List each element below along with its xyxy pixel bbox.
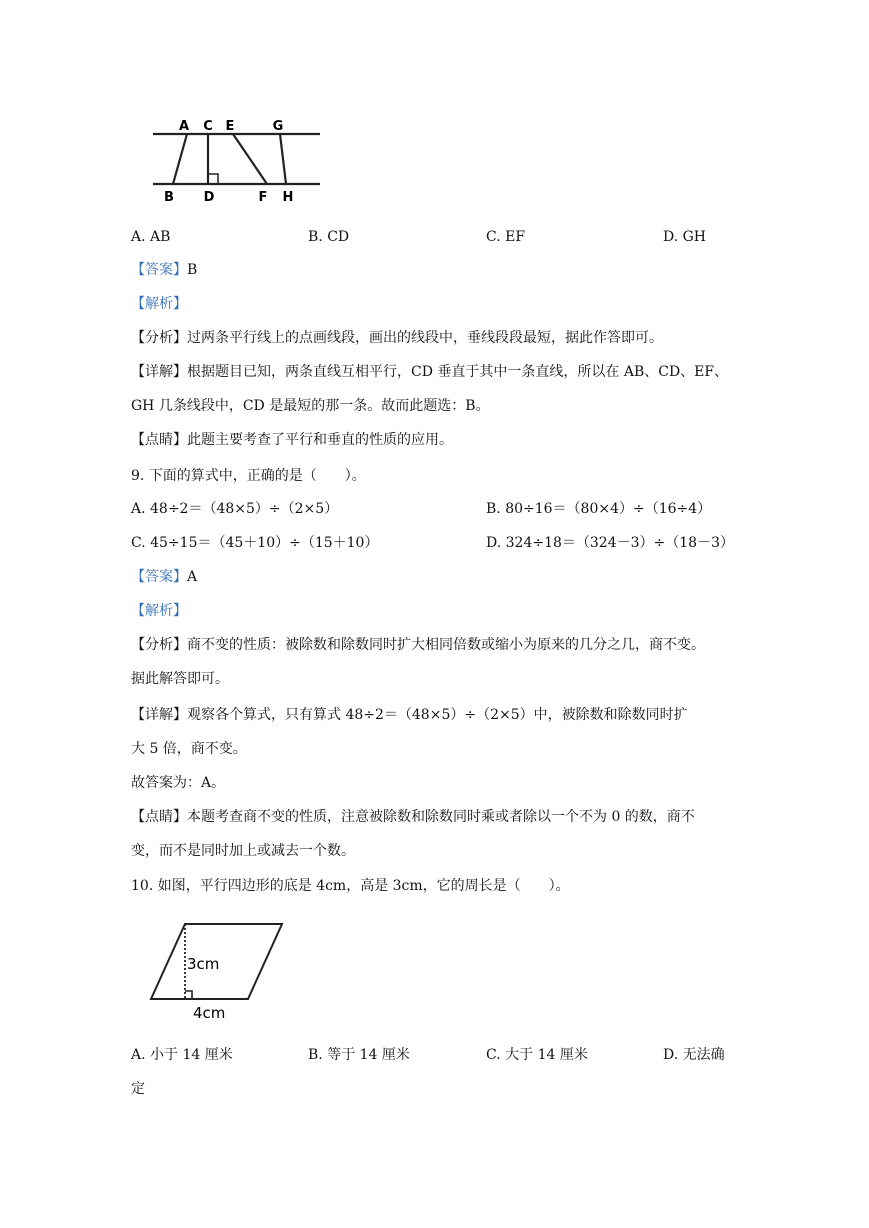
- label-c: C: [203, 119, 213, 134]
- q9-analysis-tag: 【解析】: [131, 603, 187, 619]
- parallel-lines-figure: [145, 112, 330, 204]
- label-b: B: [164, 190, 174, 204]
- q8-xiangjie-line1: 【详解】根据题目已知，两条直线互相平行，CD 垂直于其中一条直线，所以在 AB、CD、EF、: [131, 364, 729, 380]
- q10-stem: 10. 如图，平行四边形的底是 4cm，高是 3cm，它的周长是（ ）。: [131, 878, 570, 894]
- q10-option-b: B. 等于 14 厘米: [308, 1047, 410, 1063]
- q10-option-d: D. 无法确: [663, 1047, 725, 1063]
- q8-option-a: A. AB: [131, 229, 171, 245]
- label-d: D: [203, 190, 215, 204]
- label-a: A: [178, 119, 190, 134]
- q9-option-b: B. 80÷16＝（80×4）÷（16÷4）: [486, 501, 712, 517]
- q10-option-a: A. 小于 14 厘米: [131, 1047, 233, 1063]
- segment-ef: [233, 134, 267, 184]
- base-label: 4cm: [193, 1004, 226, 1022]
- q8-option-b: B. CD: [308, 229, 350, 245]
- label-e: E: [225, 119, 235, 134]
- answer-tag: 【答案】: [131, 262, 187, 278]
- q8-option-c: C. EF: [486, 229, 526, 245]
- q9-xiangjie-line2: 大 5 倍，商不变。: [131, 741, 247, 757]
- q9-xiangjie-line1: 【详解】观察各个算式，只有算式 48÷2＝（48×5）÷（2×5）中，被除数和除数同时扩: [131, 707, 688, 723]
- q9-conclusion: 故答案为：A。: [131, 775, 226, 791]
- label-f: F: [258, 190, 268, 204]
- q8-option-d: D. GH: [663, 229, 707, 245]
- q9-fenxi-line1: 【分析】商不变的性质：被除数和除数同时扩大相同倍数或缩小为原来的几分之几，商不变。: [131, 637, 705, 653]
- q9-option-c: C. 45÷15＝（45＋10）÷（15＋10）: [131, 535, 379, 551]
- q8-fenxi: 【分析】过两条平行线上的点画线段，画出的线段中，垂线段段最短，据此作答即可。: [131, 330, 663, 346]
- right-angle-mark: [185, 991, 192, 999]
- q8-analysis-tag: 【解析】: [131, 296, 187, 312]
- q10-option-d-wrap: 定: [131, 1081, 145, 1097]
- segment-ab: [173, 134, 187, 184]
- q8-answer: 【答案】B: [131, 262, 198, 278]
- segment-gh: [280, 134, 286, 184]
- right-angle-mark: [208, 174, 218, 184]
- height-label: 3cm: [187, 955, 220, 973]
- q9-dianjing-line2: 变，而不是同时加上或减去一个数。: [131, 843, 355, 859]
- q9-fenxi-line2: 据此解答即可。: [131, 671, 229, 687]
- q8-xiangjie-line2: GH 几条线段中，CD 是最短的那一条。故而此题选：B。: [131, 398, 490, 414]
- q9-option-a: A. 48÷2＝（48×5）÷（2×5）: [131, 501, 339, 517]
- q9-answer: 【答案】A: [131, 569, 198, 585]
- label-g: G: [272, 119, 284, 134]
- q9-stem: 9. 下面的算式中，正确的是（ ）。: [131, 468, 366, 484]
- q8-dianjing: 【点睛】此题主要考查了平行和垂直的性质的应用。: [131, 432, 453, 448]
- q9-dianjing-line1: 【点睛】本题考查商不变的性质，注意被除数和除数同时乘或者除以一个不为 0 的数，商不: [131, 809, 695, 825]
- q9-option-d: D. 324÷18＝（324－3）÷（18－3）: [486, 535, 734, 551]
- q10-option-c: C. 大于 14 厘米: [486, 1047, 588, 1063]
- parallelogram-figure: [145, 918, 290, 1024]
- label-h: H: [282, 190, 294, 204]
